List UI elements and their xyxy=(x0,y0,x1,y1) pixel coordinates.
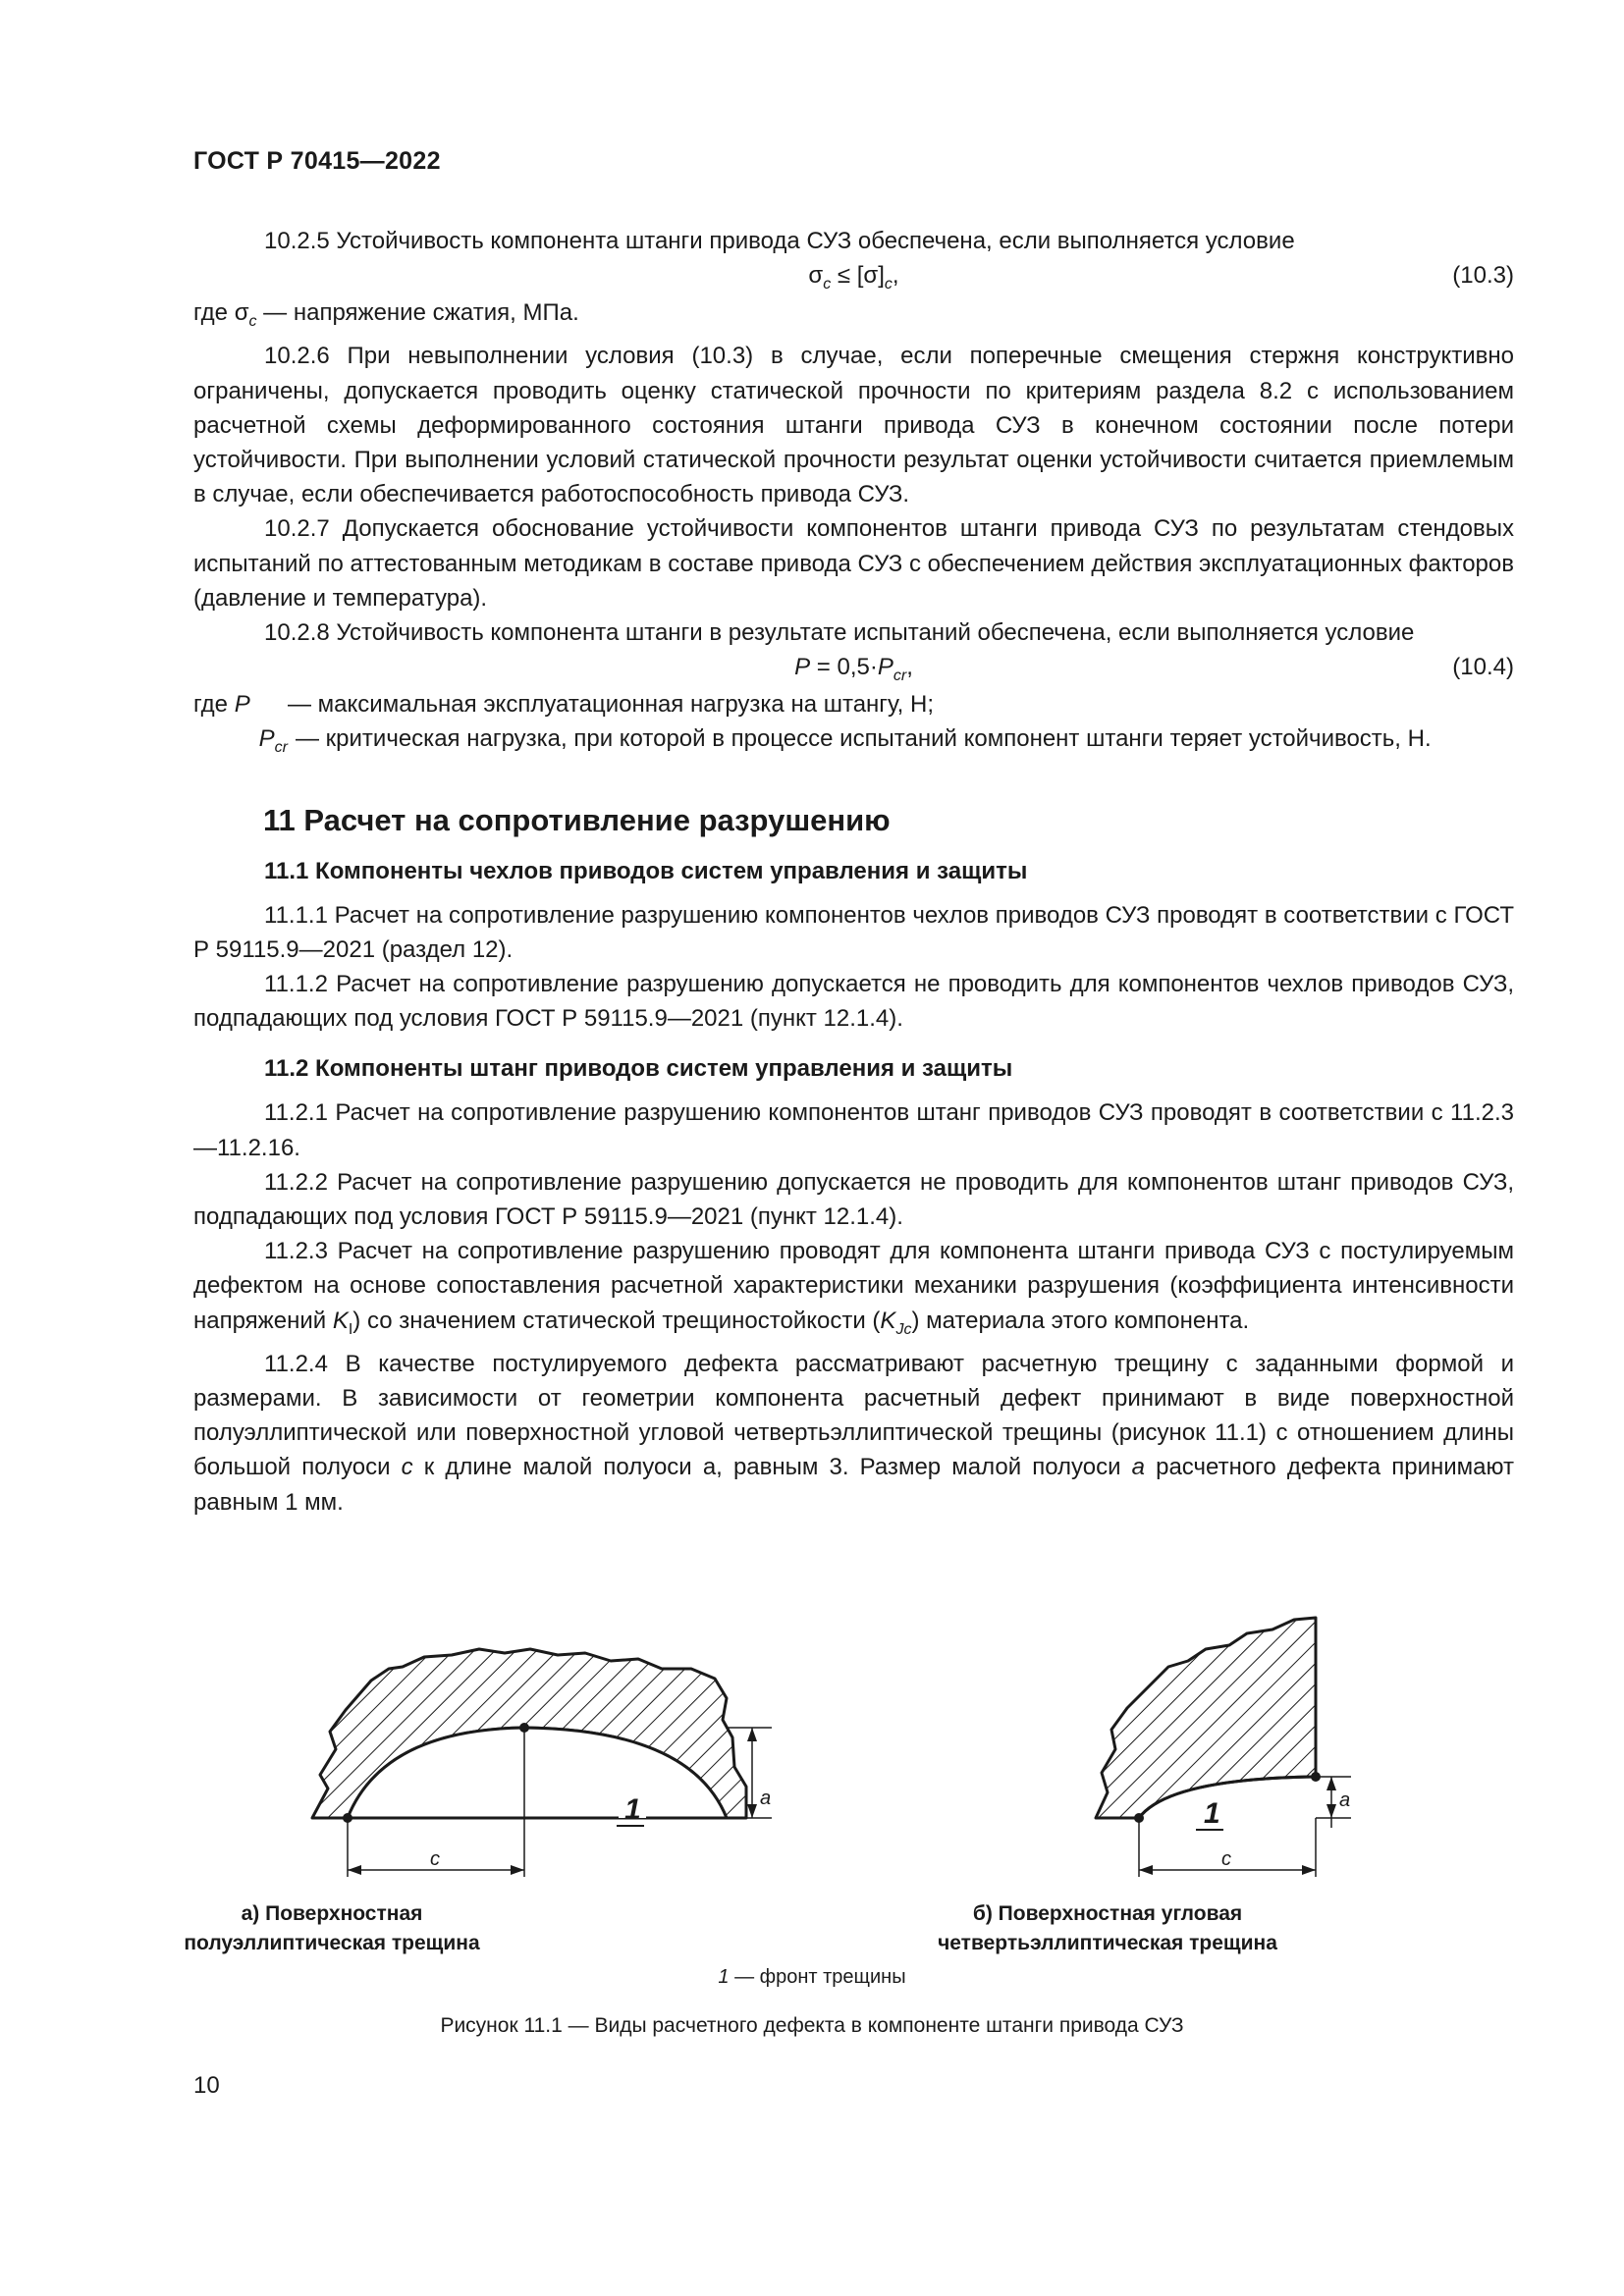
text-run: ) со значением статической трещиностойкости ( xyxy=(352,1307,881,1334)
caption-line: четвертьэллиптическая трещина xyxy=(938,1932,1277,1954)
label-1-a: 1 xyxy=(624,1793,641,1826)
symbol-k: K xyxy=(880,1307,896,1334)
text-run: ) материала этого компонента. xyxy=(911,1307,1250,1334)
paragraph-10-2-8: 10.2.8 Устойчивость компонента штанги в результате испытаний обеспечена, если выполняется условие xyxy=(264,619,1415,647)
arrowhead xyxy=(1139,1865,1153,1875)
figure-b-hatched-body xyxy=(1096,1618,1316,1818)
caption-line: б) Поверхностная угловая xyxy=(972,1902,1243,1925)
arrowhead xyxy=(1326,1777,1336,1790)
label-c-b: c xyxy=(1221,1848,1231,1870)
formula-tail: , xyxy=(906,654,913,681)
text-run: к длине малой полуоси а, равным 3. Размер малой полуоси xyxy=(412,1454,1132,1481)
label-c-a: c xyxy=(430,1848,440,1870)
figure-b-caption xyxy=(833,1899,1382,1958)
paragraph-10-2-5: 10.2.5 Устойчивость компонента штанги привода СУЗ обеспечена, если выполняется условие xyxy=(264,228,1295,254)
where-prefix: где xyxy=(193,691,235,719)
section-heading-11: 11 Расчет на сопротивление разрушению xyxy=(263,802,891,837)
arrowhead xyxy=(747,1728,757,1741)
formula-sub: cr xyxy=(893,667,907,685)
paragraph-10-2-6: 10.2.6 При невыполнении условия (10.3) в случае, если поперечные смещения стержня конструктивно ограничены, допускается проводить оценку статической прочности по критериям раздела 8.2 с использованием расчетной схемы деформированного состояния штанги привода СУЗ в конечном состоянии после потери устойчивости. При выполнении условий статической прочности результат оценки устойчивости считается приемлемым в случае, если обеспечивается работоспособность привода СУЗ. xyxy=(193,343,1514,508)
paragraph-11-2-2: 11.2.2 Расчет на сопротивление разрушению допускается не проводить для компонентов штанг приводов СУЗ, подпадающих под условия ГОСТ Р 59115.9—2021 (пункт 12.1.4). xyxy=(193,1168,1514,1231)
figure-caption: Рисунок 11.1 — Виды расчетного дефекта в компоненте штанги привода СУЗ xyxy=(440,2014,1184,2037)
formula-tail: , xyxy=(892,262,899,290)
where-sub: c xyxy=(248,313,257,331)
where-symbol-letter: P xyxy=(234,691,250,719)
legend-text: — фронт трещины xyxy=(729,1966,906,1988)
figure-a-semi-elliptical-crack xyxy=(312,1649,772,1877)
where-prefix: где σ xyxy=(193,299,249,327)
caption-line: полуэллиптическая трещина xyxy=(184,1932,480,1954)
formula-p: P xyxy=(794,654,811,681)
where-text: — напряжение сжатия, МПа. xyxy=(256,299,579,327)
page-number: 10 xyxy=(193,2072,220,2099)
formula-p: P xyxy=(877,654,893,681)
where-symbol-letter: P xyxy=(258,725,275,753)
text-run: расчетного дефекта принимают равным 1 мм. xyxy=(193,1454,1514,1516)
where-sub: cr xyxy=(274,739,288,757)
equation-number: (10.3) xyxy=(1452,262,1514,290)
document-header: ГОСТ Р 70415—2022 xyxy=(193,147,441,175)
paragraph-10-2-7: 10.2.7 Допускается обоснование устойчивости компонентов штанги привода СУЗ по результатам стендовых испытаний по аттестованным методикам в составе привода СУЗ с обеспечением действия эксплуатационных факторов (давление и температура). xyxy=(193,515,1514,612)
formula-mid: = 0,5· xyxy=(810,654,878,681)
paragraph-11-1-1: 11.1.1 Расчет на сопротивление разрушению компонентов чехлов приводов СУЗ проводят в соответствии с ГОСТ Р 59115.9—2021 (раздел 12). xyxy=(193,901,1514,963)
symbol-sub: I xyxy=(348,1320,353,1338)
label-1-b: 1 xyxy=(1204,1797,1220,1830)
figure-a-caption xyxy=(135,1899,528,1958)
paragraph-11-2-1: 11.2.1 Расчет на сопротивление разрушению компонентов штанг приводов СУЗ проводят в соответствии с 11.2.3—11.2.16. xyxy=(193,1099,1514,1161)
formula-relation: ≤ [σ] xyxy=(831,262,885,290)
arrowhead xyxy=(511,1865,524,1875)
symbol-k: K xyxy=(332,1307,349,1334)
formula-sub: c xyxy=(884,276,893,294)
text-run: 11.2.4 В качестве постулируемого дефекта рассматривают расчетную трещину с заданными формой и размерами. В зависимости от геометрии компонента расчетный дефект принимают в виде поверхностной полуэллиптической или поверхностной угловой четвертьэллиптической трещины (рисунок 11.1) с отношением длины большой полуоси xyxy=(193,1350,1514,1481)
symbol-c: c xyxy=(401,1454,413,1481)
equation-number: (10.4) xyxy=(1452,654,1514,681)
label-a-a: a xyxy=(760,1788,772,1809)
legend-number: 1 xyxy=(718,1966,730,1988)
text-run: 11.2.3 Расчет на сопротивление разрушению проводят для компонента штанги привода СУЗ с постулируемым дефектом на основе сопоставления расчетной характеристики механики разрушения (коэффициента интенсивности напряжений xyxy=(193,1238,1514,1334)
paragraph-11-1-2: 11.1.2 Расчет на сопротивление разрушению допускается не проводить для компонентов чехлов приводов СУЗ, подпадающих под условия ГОСТ Р 59115.9—2021 (пункт 12.1.4). xyxy=(193,971,1514,1033)
formula-sub: c xyxy=(823,276,832,294)
figure-b-quarter-elliptical-crack xyxy=(1096,1618,1351,1877)
symbol-sub: Jc xyxy=(895,1320,912,1338)
arrowhead xyxy=(1302,1865,1316,1875)
formula-sigma: σ xyxy=(808,262,824,290)
subsection-heading-11-1: 11.1 Компоненты чехлов приводов систем управления и защиты xyxy=(264,857,1028,884)
subsection-heading-11-2: 11.2 Компоненты штанг приводов систем управления и защиты xyxy=(264,1055,1013,1083)
arrowhead xyxy=(1326,1804,1336,1818)
symbol-a: a xyxy=(1131,1454,1145,1481)
figure-legend xyxy=(0,1966,1624,1989)
label-a-b: a xyxy=(1339,1789,1351,1811)
where-definition: — максимальная эксплуатационная нагрузка на штангу, Н; xyxy=(288,691,934,719)
caption-line: а) Поверхностная xyxy=(241,1902,423,1925)
arrowhead xyxy=(747,1804,757,1818)
arrowhead xyxy=(348,1865,361,1875)
where-definition: — критическая нагрузка, при которой в процессе испытаний компонент штанги теряет устойчивость, Н. xyxy=(296,725,1432,753)
